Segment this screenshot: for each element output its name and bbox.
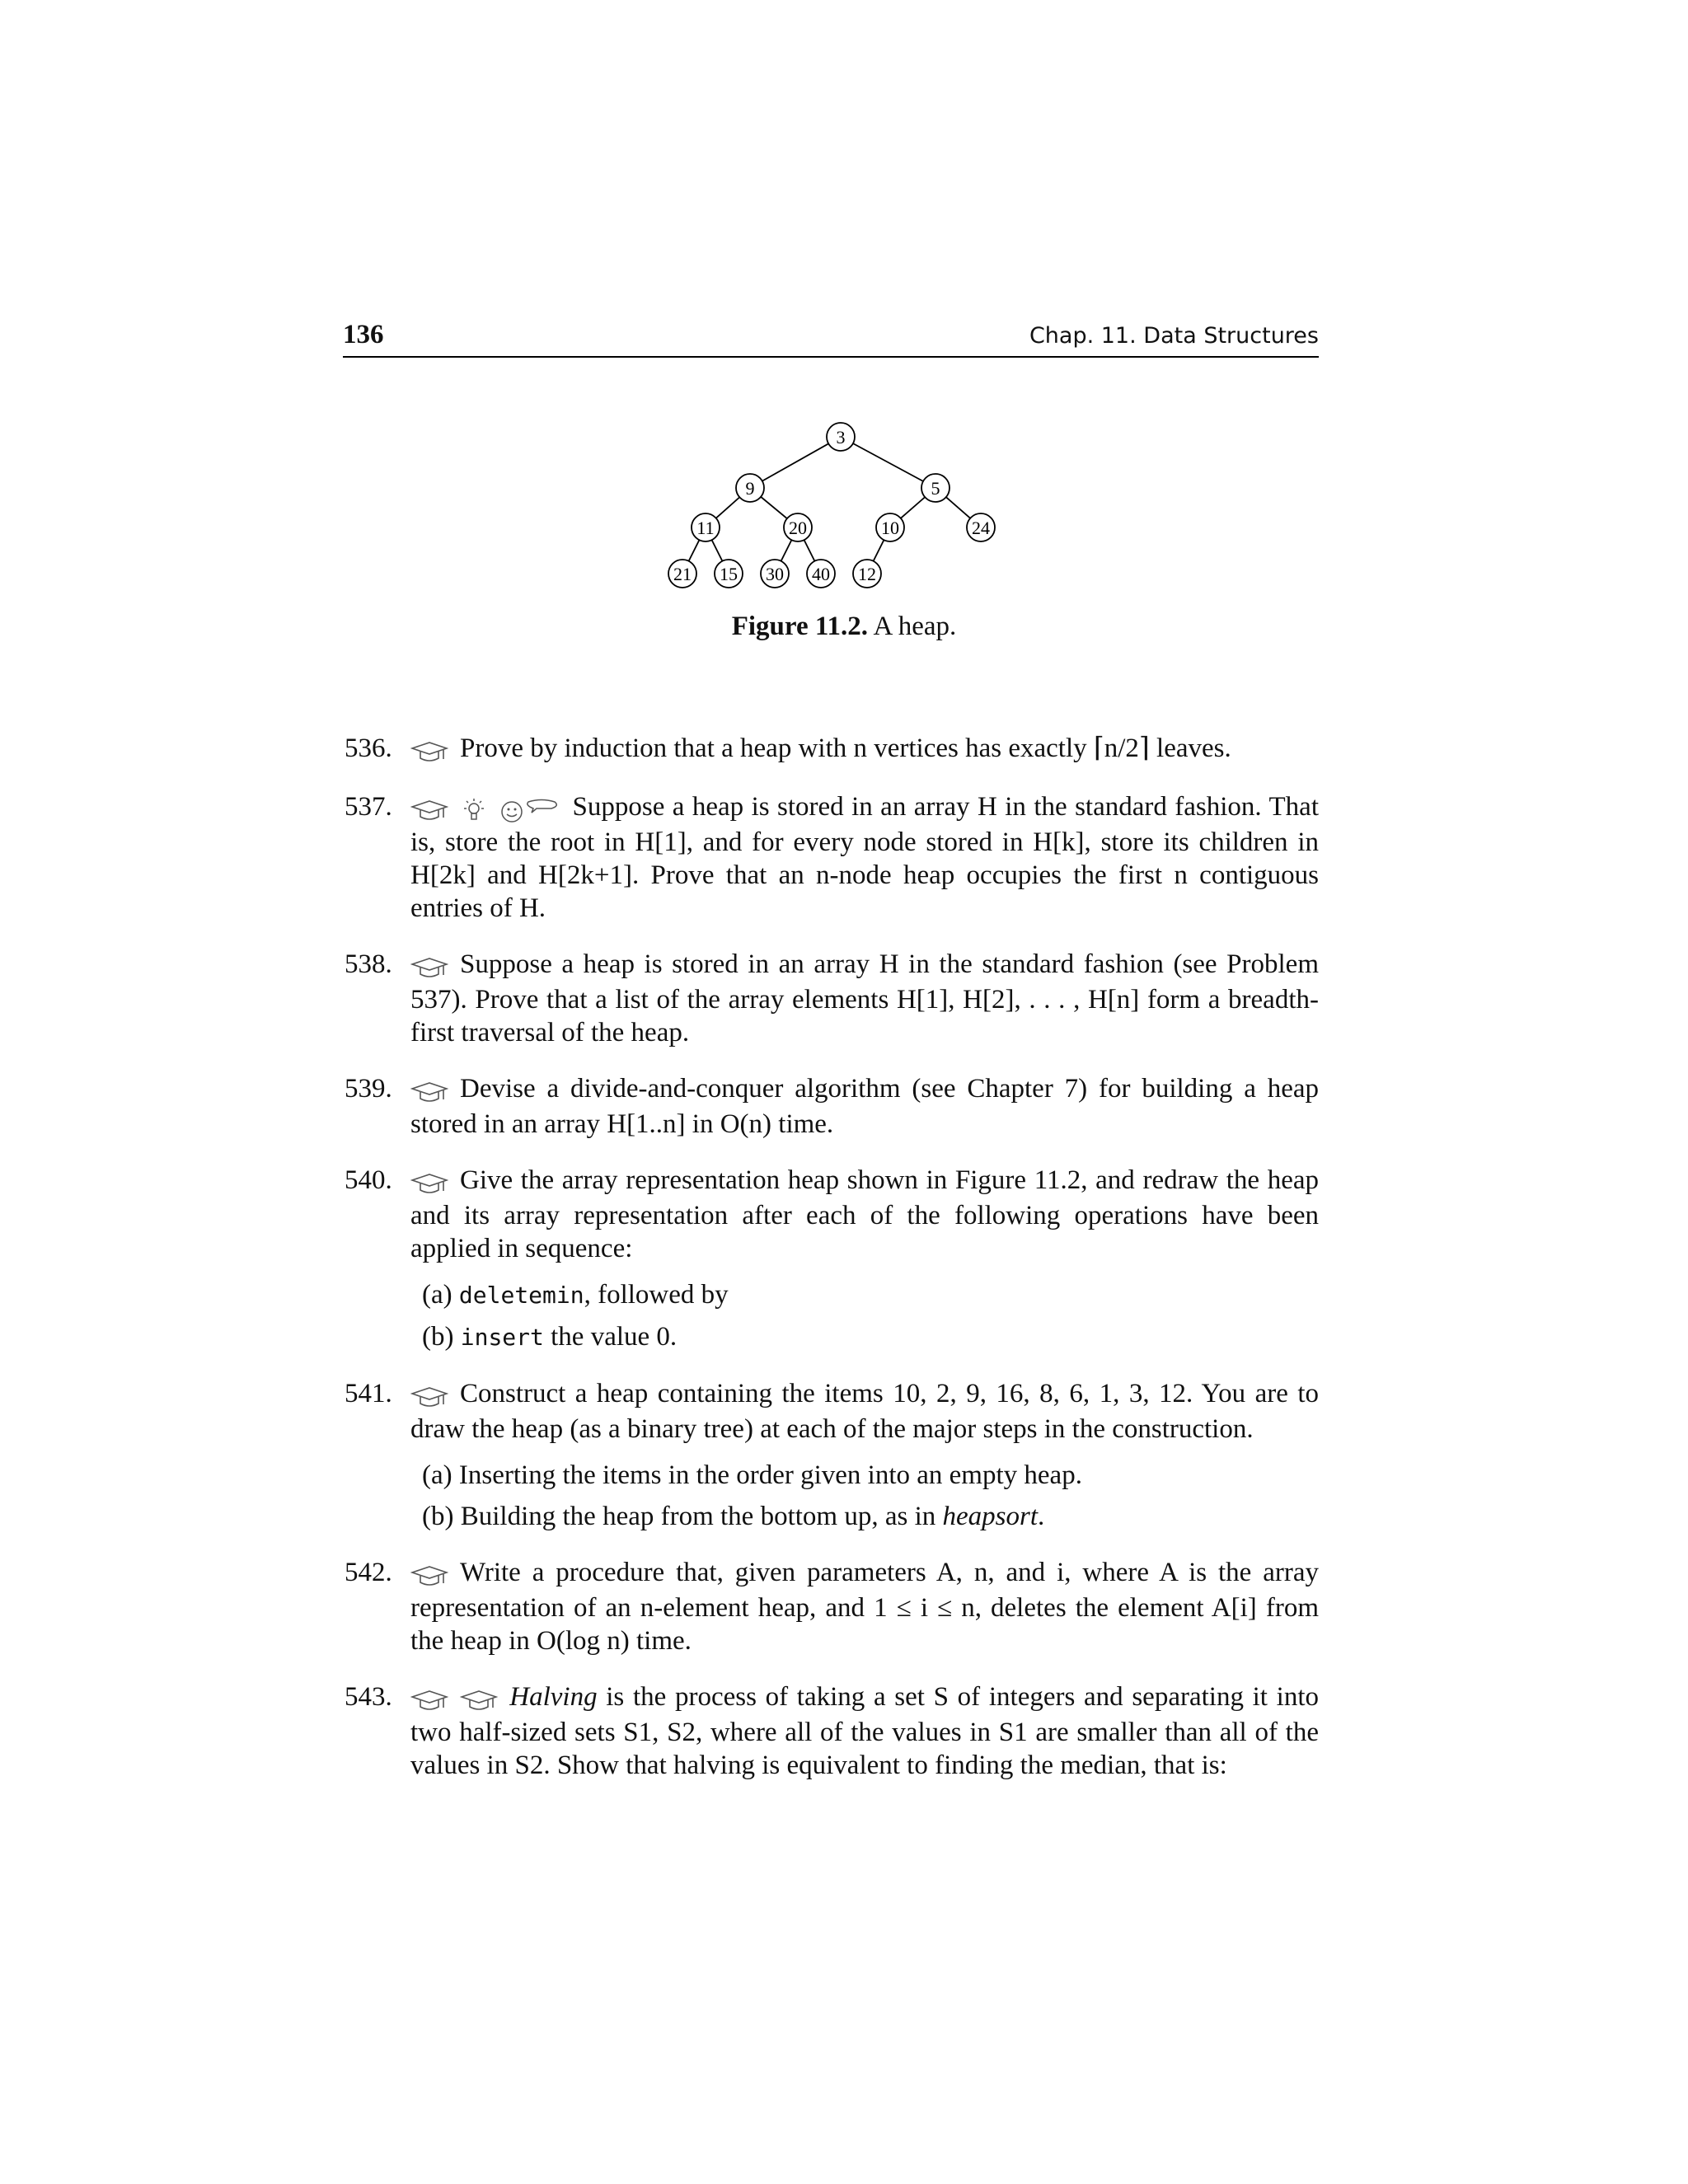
difficulty-icons — [410, 1558, 448, 1591]
heap-node-label: 5 — [931, 478, 940, 499]
mortarboard-icon — [410, 799, 448, 823]
heap-node — [807, 560, 835, 588]
heap-figure — [651, 412, 1014, 602]
difficulty-icons — [410, 734, 448, 767]
problem-number: 538. — [345, 949, 392, 979]
heap-node-label: 9 — [745, 478, 755, 499]
subitem-list — [410, 1278, 1319, 1354]
subitem-list — [410, 1459, 1319, 1533]
difficulty-icons — [410, 950, 448, 983]
problem-item — [343, 1556, 1319, 1657]
heap-edges — [682, 437, 981, 574]
heap-node — [668, 560, 696, 588]
header-rule — [343, 356, 1319, 358]
problem-text: Devise a divide-and-conquer algorithm (see Chapter 7) for building a heap stored in an array H[1..n] in O(n) time. — [410, 1074, 1319, 1139]
heap-node-label: 11 — [696, 518, 715, 538]
problem-number: 539. — [345, 1074, 392, 1104]
problem-number: 540. — [345, 1165, 392, 1195]
problem-item — [343, 1377, 1319, 1533]
heap-node — [761, 560, 789, 588]
heap-node — [784, 513, 812, 541]
heap-node-label: 3 — [836, 427, 846, 448]
subitem-label: (a) — [422, 1460, 452, 1490]
subitem — [422, 1500, 1319, 1533]
difficulty-icons — [410, 1380, 448, 1413]
subitem-code: insert — [460, 1324, 544, 1351]
problem-text: Give the array representation heap shown in Figure 11.2, and redraw the heap and its array representation after each of the following operations have been applied in sequence: — [410, 1165, 1319, 1263]
problem-item — [343, 732, 1319, 767]
smiley-speech-icon — [500, 798, 561, 824]
difficulty-icons — [410, 1166, 448, 1199]
mortarboard-icon — [410, 1386, 448, 1409]
problem-number: 542. — [345, 1558, 392, 1587]
subitem-emphasis: heapsort — [942, 1502, 1038, 1531]
problem-number: 537. — [345, 792, 392, 822]
problem-text: is the process of taking a set S of integers and separating it into two half-sized sets S1, S2, where all of the values in S1 are smaller than all of the values in S2. Show that halving is equivalent to finding the median, that is: — [410, 1682, 1319, 1780]
lightbulb-icon — [460, 798, 488, 824]
subitem-label: (a) — [422, 1280, 452, 1310]
difficulty-icons — [410, 1075, 448, 1108]
heap-node — [921, 474, 950, 502]
heap-node — [692, 513, 720, 541]
difficulty-icons — [410, 793, 561, 826]
mortarboard-icon — [410, 957, 448, 980]
heap-node-label: 40 — [812, 564, 830, 584]
problem-list — [343, 732, 1319, 1805]
problem-number: 536. — [345, 733, 392, 763]
problem-text: Write a procedure that, given parameters A, n, and i, where A is the array representation of an n-element heap, and 1 ≤ i ≤ n, deletes the element A[i] from the heap in O(log n) time. — [410, 1558, 1319, 1656]
subitem-text: the value 0. — [543, 1322, 678, 1352]
subitem-text: , followed by — [584, 1280, 729, 1310]
mortarboard-icon — [410, 741, 448, 764]
problem-item — [343, 1164, 1319, 1354]
problem-lead-term: Halving — [509, 1682, 598, 1712]
heap-node-label: 30 — [766, 564, 784, 584]
heap-node — [736, 474, 764, 502]
page-number: 136 — [343, 320, 384, 349]
mortarboard-icon — [410, 1565, 448, 1588]
heap-node-label: 20 — [789, 518, 807, 538]
mortarboard-icon — [460, 1690, 498, 1713]
running-title: Chap. 11. Data Structures — [1029, 323, 1319, 349]
problem-item — [343, 1072, 1319, 1141]
problem-number: 543. — [345, 1682, 392, 1712]
problem-number: 541. — [345, 1379, 392, 1408]
heap-node-label: 24 — [972, 518, 990, 538]
subitem — [422, 1459, 1319, 1492]
difficulty-icons — [410, 1683, 498, 1716]
subitem-tail: . — [1038, 1502, 1045, 1531]
heap-node — [827, 423, 855, 451]
heap-node — [853, 560, 881, 588]
problem-item — [343, 948, 1319, 1049]
subitem-label: (b) — [422, 1502, 454, 1531]
problem-item — [343, 1680, 1319, 1782]
mortarboard-icon — [410, 1690, 448, 1713]
heap-node — [715, 560, 743, 588]
problem-item — [343, 790, 1319, 925]
mortarboard-icon — [410, 1173, 448, 1196]
heap-node-label: 10 — [881, 518, 899, 538]
figure-caption — [0, 612, 1688, 642]
subitem-label: (b) — [422, 1322, 454, 1352]
subitem — [422, 1278, 1319, 1312]
subitem-text: Inserting the items in the order given into an empty heap. — [458, 1460, 1082, 1490]
figure-caption-text: A heap. — [873, 612, 957, 641]
heap-node — [967, 513, 995, 541]
problem-text: Suppose a heap is stored in an array H in the standard fashion (see Problem 537). Prove that a list of the array elements H[1], H[2], . . . , H[n] form a breadth-first traversal of the heap. — [410, 949, 1319, 1047]
subitem — [422, 1320, 1319, 1354]
heap-node-label: 21 — [673, 564, 692, 584]
heap-node — [876, 513, 904, 541]
heap-node-label: 15 — [720, 564, 738, 584]
problem-text: Construct a heap containing the items 10, 2, 9, 16, 8, 6, 1, 3, 12. You are to draw the heap (as a binary tree) at each of the major steps in the construction. — [410, 1379, 1319, 1444]
mortarboard-icon — [410, 1081, 448, 1104]
subitem-text: Building the heap from the bottom up, as in — [460, 1502, 936, 1531]
problem-text: Prove by induction that a heap with n vertices has exactly ⌈n/2⌉ leaves. — [460, 733, 1231, 763]
problem-text: Suppose a heap is stored in an array H in the standard fashion. That is, store the root in H[1], and for every node stored in H[k], store its children in H[2k] and H[2k+1]. Prove that an n-node heap occupies the first n contiguous entries of H. — [410, 792, 1319, 923]
heap-node-label: 12 — [858, 564, 876, 584]
subitem-code: deletemin — [458, 1282, 584, 1309]
figure-caption-label: Figure 11.2. — [731, 612, 869, 641]
